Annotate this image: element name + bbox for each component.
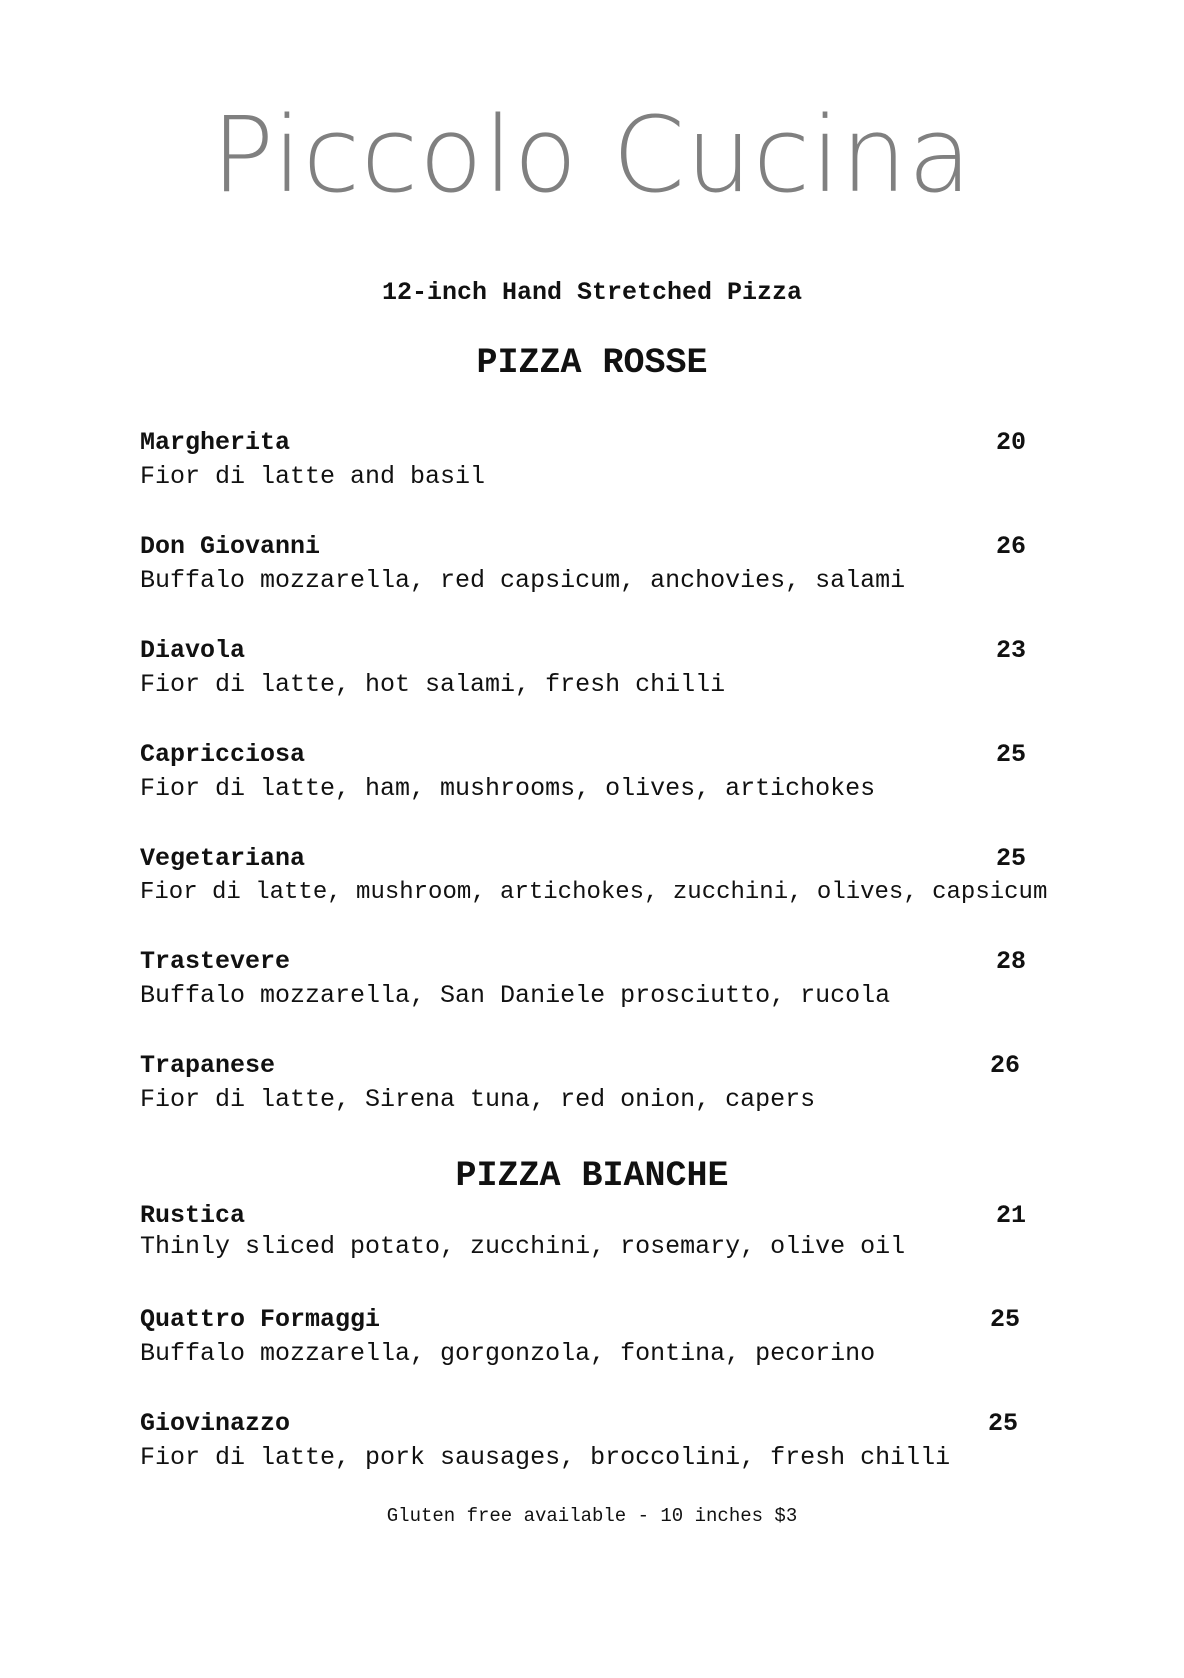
item-price: 25 [990, 1305, 1021, 1334]
item-description: Buffalo mozzarella, gorgonzola, fontina, pecorino [140, 1339, 876, 1368]
item-description: Fior di latte and basil [140, 462, 486, 491]
item-name: Don Giovanni [140, 532, 321, 561]
item-name: Giovinazzo [140, 1409, 291, 1438]
item-price: 25 [996, 844, 1027, 873]
item-price: 20 [996, 428, 1027, 457]
item-name: Rustica [140, 1201, 246, 1230]
gluten-free-note: Gluten free available - 10 inches $3 [386, 1505, 798, 1527]
item-price: 25 [996, 740, 1027, 769]
item-price: 26 [996, 532, 1027, 561]
item-name: Vegetariana [140, 844, 306, 873]
item-name: Capricciosa [140, 740, 306, 769]
item-price: 26 [990, 1051, 1021, 1080]
item-description: Buffalo mozzarella, red capsicum, anchovies, salami [140, 566, 906, 595]
item-description: Fior di latte, pork sausages, broccolini, fresh chilli [140, 1443, 951, 1472]
item-description: Fior di latte, hot salami, fresh chilli [140, 670, 726, 699]
item-name: Diavola [140, 636, 246, 665]
item-description: Fior di latte, mushroom, artichokes, zucchini, olives, capsicum [140, 879, 1048, 906]
item-description: Fior di latte, ham, mushrooms, olives, artichokes [140, 774, 876, 803]
item-description: Fior di latte, Sirena tuna, red onion, capers [140, 1085, 816, 1114]
item-price: 25 [988, 1409, 1019, 1438]
item-name: Quattro Formaggi [140, 1305, 381, 1334]
item-description: Buffalo mozzarella, San Daniele prosciutto, rucola [140, 981, 891, 1010]
item-price: 28 [996, 947, 1027, 976]
menu-subtitle: 12-inch Hand Stretched Pizza [381, 278, 803, 307]
item-name: Trapanese [140, 1051, 276, 1080]
section-heading-rosse: PIZZA ROSSE [476, 343, 708, 383]
section-heading-bianche: PIZZA BIANCHE [455, 1156, 729, 1196]
item-price: 21 [996, 1201, 1027, 1230]
item-price: 23 [996, 636, 1027, 665]
item-name: Trastevere [140, 947, 291, 976]
restaurant-title: Piccolo Cucina [211, 94, 973, 216]
item-description: Thinly sliced potato, zucchini, rosemary, olive oil [140, 1232, 906, 1261]
item-name: Margherita [140, 428, 291, 457]
